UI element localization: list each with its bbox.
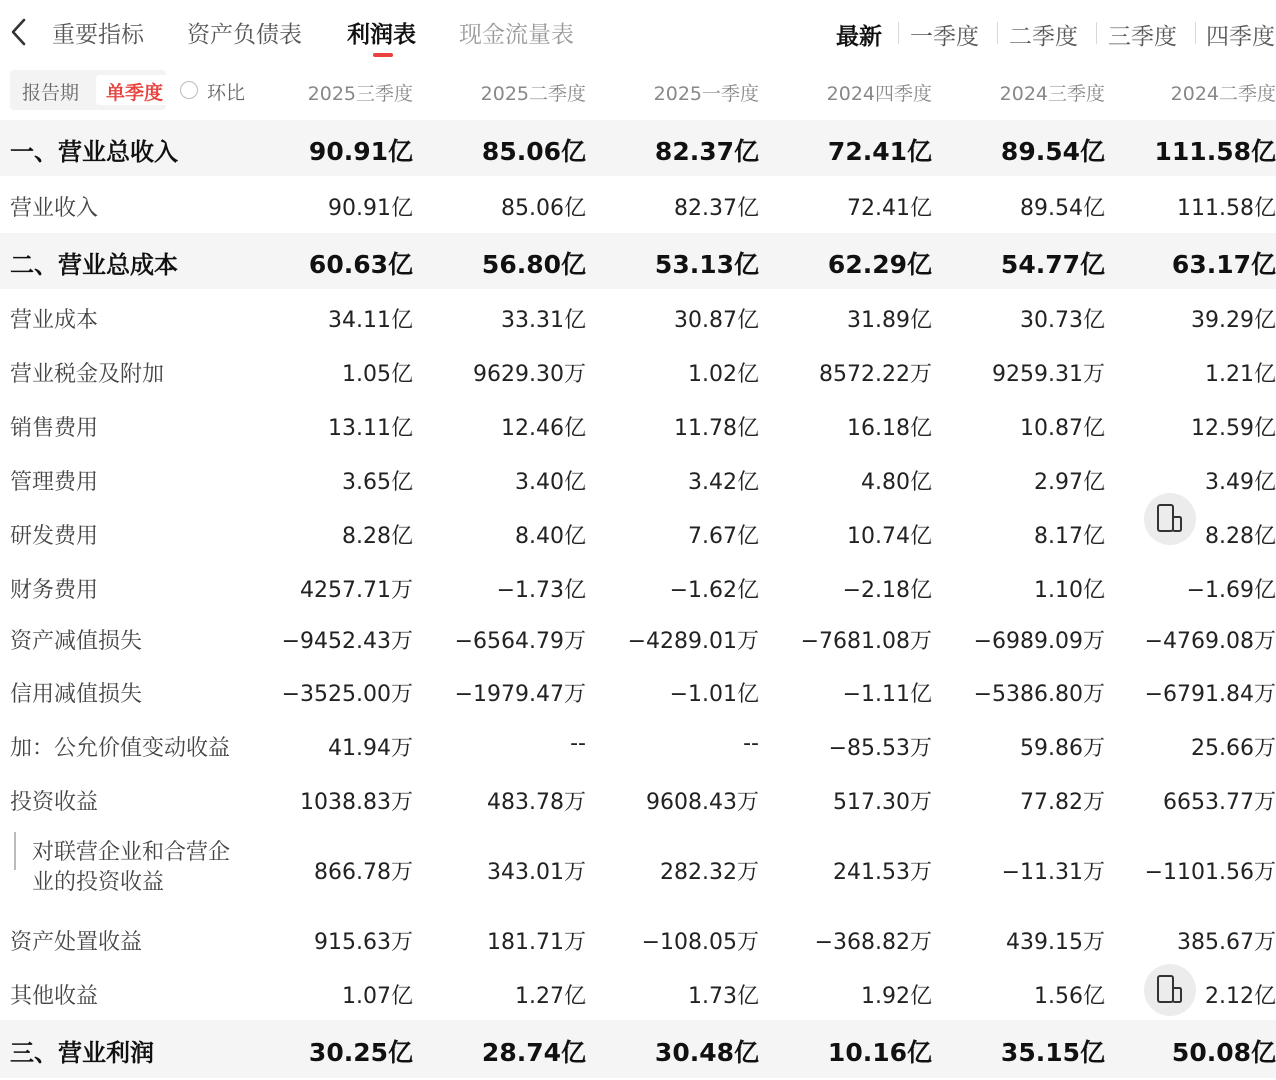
table-row[interactable]	[0, 612, 1276, 664]
table-row[interactable]	[0, 506, 1276, 560]
single-quarter-option[interactable]	[96, 75, 168, 105]
cell-value: 4.80亿	[861, 470, 932, 495]
cell-value: 10.87亿	[1020, 416, 1105, 441]
cell-value: 1.07亿	[342, 984, 413, 1009]
table-row[interactable]	[0, 561, 1276, 612]
cell-value: −4769.08万	[1144, 629, 1276, 654]
cell-value: 8.17亿	[1034, 524, 1105, 549]
cell-value: 1.21亿	[1205, 362, 1276, 387]
row-label: 财务费用	[10, 578, 99, 603]
period-divider	[898, 22, 899, 44]
cell-value: −2.18亿	[842, 578, 932, 603]
row-label: 其他收益	[10, 984, 99, 1009]
cell-value: 8.28亿	[342, 524, 413, 549]
table-row[interactable]	[0, 912, 1276, 966]
cell-value: 9608.43万	[646, 790, 759, 815]
row-label: 营业税金及附加	[10, 362, 165, 387]
cell-value: 1.02亿	[688, 362, 759, 387]
cell-value: 282.32万	[660, 860, 759, 885]
cell-value: 9259.31万	[992, 362, 1105, 387]
cell-value: 72.41亿	[827, 137, 932, 166]
period-type-toggle[interactable]	[10, 70, 166, 110]
cell-value: 111.58亿	[1177, 196, 1276, 221]
column-header: 2024三季度	[999, 83, 1105, 105]
cell-value: 16.18亿	[847, 416, 932, 441]
row-label: 管理费用	[10, 470, 99, 495]
tab-key-metrics[interactable]: 重要指标	[52, 22, 144, 48]
cell-value: 28.74亿	[481, 1038, 586, 1067]
table-row[interactable]	[0, 966, 1276, 1020]
cell-value: 25.66万	[1191, 736, 1276, 761]
cell-value: 3.49亿	[1205, 470, 1276, 495]
cell-value: −108.05万	[641, 930, 759, 955]
top-tab-bar	[0, 0, 1276, 62]
row-label: 投资收益	[10, 790, 99, 815]
cell-value: 30.73亿	[1020, 308, 1105, 333]
cell-value: 1.27亿	[515, 984, 586, 1009]
single-quarter-label: 单季度	[106, 82, 164, 104]
cell-value: 62.29亿	[827, 250, 932, 279]
cell-value: −1979.47万	[454, 682, 586, 707]
row-label: 营业收入	[10, 196, 99, 221]
row-label: 资产处置收益	[10, 930, 143, 955]
cell-value: −5386.80万	[973, 682, 1105, 707]
table-row[interactable]	[0, 290, 1276, 344]
cell-value: 1.92亿	[861, 984, 932, 1009]
cell-value: 30.48亿	[654, 1038, 759, 1067]
cell-value: 1.56亿	[1034, 984, 1105, 1009]
table-row[interactable]	[0, 233, 1276, 289]
row-label: 三、营业利润	[10, 1039, 154, 1067]
cell-value: 1038.83万	[300, 790, 413, 815]
cell-value: 8.28亿	[1205, 524, 1276, 549]
tab-income-statement[interactable]: 利润表	[347, 22, 416, 48]
cell-value: --	[743, 731, 759, 756]
table-row[interactable]	[0, 1020, 1276, 1078]
row-label: 一、营业总收入	[10, 138, 178, 166]
cell-value: 9629.30万	[473, 362, 586, 387]
tab-cash-flow[interactable]: 现金流量表	[459, 22, 574, 48]
cell-value: 89.54亿	[1000, 137, 1105, 166]
cell-value: −1.69亿	[1186, 578, 1276, 603]
cell-value: 7.67亿	[688, 524, 759, 549]
cell-value: −4289.01万	[627, 629, 759, 654]
cell-value: --	[570, 731, 586, 756]
column-header: 2024四季度	[826, 83, 932, 105]
cell-value: 866.78万	[314, 860, 413, 885]
period-latest[interactable]: 最新	[836, 24, 882, 50]
cell-value: 483.78万	[487, 790, 586, 815]
cell-value: 3.40亿	[515, 470, 586, 495]
cell-value: 3.65亿	[342, 470, 413, 495]
table-header	[0, 70, 1276, 112]
cell-value: 343.01万	[487, 860, 586, 885]
cell-value: −1.62亿	[669, 578, 759, 603]
cell-value: 82.37亿	[654, 137, 759, 166]
row-label: 资产减值损失	[10, 629, 143, 654]
row-label-line: 对联营企业和合营企	[32, 840, 231, 865]
cell-value: 517.30万	[833, 790, 932, 815]
cell-value: −1.11亿	[842, 682, 932, 707]
tab-balance-sheet[interactable]: 资产负债表	[187, 22, 302, 48]
row-label	[32, 838, 230, 898]
table-row[interactable]	[0, 344, 1276, 398]
column-header: 2024二季度	[1170, 83, 1276, 105]
table-row[interactable]	[0, 826, 1276, 912]
period-q1[interactable]: 一季度	[910, 24, 979, 50]
cell-value: −3525.00万	[281, 682, 413, 707]
active-tab-indicator	[373, 53, 393, 57]
cell-value: 54.77亿	[1000, 250, 1105, 279]
cell-value: −7681.08万	[800, 629, 932, 654]
cell-value: 35.15亿	[1000, 1038, 1105, 1067]
cell-value: −1101.56万	[1144, 860, 1276, 885]
chevron-left-icon	[6, 14, 34, 50]
row-label: 研发费用	[10, 524, 99, 549]
cell-value: 33.31亿	[501, 308, 586, 333]
row-label: 营业成本	[10, 308, 99, 333]
cell-value: 8572.22万	[819, 362, 932, 387]
qoq-label[interactable]: 环比	[207, 82, 246, 104]
cell-value: −11.31万	[1001, 860, 1105, 885]
row-label-line: 业的投资收益	[32, 870, 165, 895]
cell-value: 89.54亿	[1020, 196, 1105, 221]
cell-value: 60.63亿	[308, 250, 413, 279]
cell-value: 181.71万	[487, 930, 586, 955]
cell-value: 85.06亿	[501, 196, 586, 221]
cell-value: 1.05亿	[342, 362, 413, 387]
cell-value: 3.42亿	[688, 470, 759, 495]
cell-value: 385.67万	[1177, 930, 1276, 955]
column-header: 2025一季度	[653, 83, 759, 105]
cell-value: −6989.09万	[973, 629, 1105, 654]
column-header: 2025三季度	[307, 83, 413, 105]
cell-value: 111.58亿	[1154, 137, 1276, 166]
period-q4[interactable]: 四季度	[1206, 24, 1275, 50]
cell-value: 53.13亿	[654, 250, 759, 279]
cell-value: 8.40亿	[515, 524, 586, 549]
period-q2[interactable]: 二季度	[1009, 24, 1078, 50]
cell-value: 30.87亿	[674, 308, 759, 333]
row-label: 销售费用	[10, 416, 99, 441]
cell-value: 50.08亿	[1171, 1038, 1276, 1067]
report-period-option[interactable]: 报告期	[22, 82, 80, 104]
cell-value: −1.01亿	[669, 682, 759, 707]
cell-value: −6564.79万	[454, 629, 586, 654]
cell-value: 241.53万	[833, 860, 932, 885]
cell-value: −9452.43万	[281, 629, 413, 654]
period-divider	[1195, 22, 1196, 44]
cell-value: 90.91亿	[328, 196, 413, 221]
table-row[interactable]	[0, 718, 1276, 772]
cell-value: 72.41亿	[847, 196, 932, 221]
cell-value: 439.15万	[1006, 930, 1105, 955]
cell-value: 31.89亿	[847, 308, 932, 333]
cell-value: 1.73亿	[688, 984, 759, 1009]
qoq-radio[interactable]	[180, 81, 198, 99]
table-row[interactable]	[0, 772, 1276, 826]
cell-value: 34.11亿	[328, 308, 413, 333]
period-divider	[1096, 22, 1097, 44]
cell-value: 90.91亿	[308, 137, 413, 166]
row-label: 加：公允价值变动收益	[10, 736, 231, 761]
cell-value: 77.82万	[1020, 790, 1105, 815]
back-button[interactable]	[6, 14, 34, 50]
table-row[interactable]	[0, 664, 1276, 718]
row-label: 二、营业总成本	[10, 251, 178, 279]
device-icon	[1144, 493, 1196, 545]
cell-value: 13.11亿	[328, 416, 413, 441]
cell-value: −6791.84万	[1144, 682, 1276, 707]
cell-value: 11.78亿	[674, 416, 759, 441]
table-row[interactable]	[0, 177, 1276, 233]
cell-value: 915.63万	[314, 930, 413, 955]
cell-value: 39.29亿	[1191, 308, 1276, 333]
cell-value: 41.94万	[328, 736, 413, 761]
floating-device-button[interactable]	[1144, 493, 1196, 545]
cell-value: 56.80亿	[481, 250, 586, 279]
indent-bar	[14, 832, 16, 870]
device-icon	[1144, 964, 1196, 1016]
table-row[interactable]	[0, 120, 1276, 176]
cell-value: 82.37亿	[674, 196, 759, 221]
row-label: 信用减值损失	[10, 682, 143, 707]
cell-value: 6653.77万	[1163, 790, 1276, 815]
cell-value: 12.59亿	[1191, 416, 1276, 441]
cell-value: 4257.71万	[300, 578, 413, 603]
cell-value: 12.46亿	[501, 416, 586, 441]
cell-value: 1.10亿	[1034, 578, 1105, 603]
table-row[interactable]	[0, 398, 1276, 452]
floating-device-button[interactable]	[1144, 964, 1196, 1016]
cell-value: 10.16亿	[827, 1038, 932, 1067]
column-header: 2025二季度	[480, 83, 586, 105]
cell-value: −85.53万	[828, 736, 932, 761]
cell-value: 30.25亿	[308, 1038, 413, 1067]
period-q3[interactable]: 三季度	[1108, 24, 1177, 50]
cell-value: 2.97亿	[1034, 470, 1105, 495]
cell-value: −368.82万	[814, 930, 932, 955]
cell-value: 63.17亿	[1171, 250, 1276, 279]
table-row[interactable]	[0, 452, 1276, 506]
cell-value: 59.86万	[1020, 736, 1105, 761]
period-divider	[997, 22, 998, 44]
cell-value: −1.73亿	[496, 578, 586, 603]
cell-value: 85.06亿	[481, 137, 586, 166]
cell-value: 10.74亿	[847, 524, 932, 549]
cell-value: 2.12亿	[1205, 984, 1276, 1009]
